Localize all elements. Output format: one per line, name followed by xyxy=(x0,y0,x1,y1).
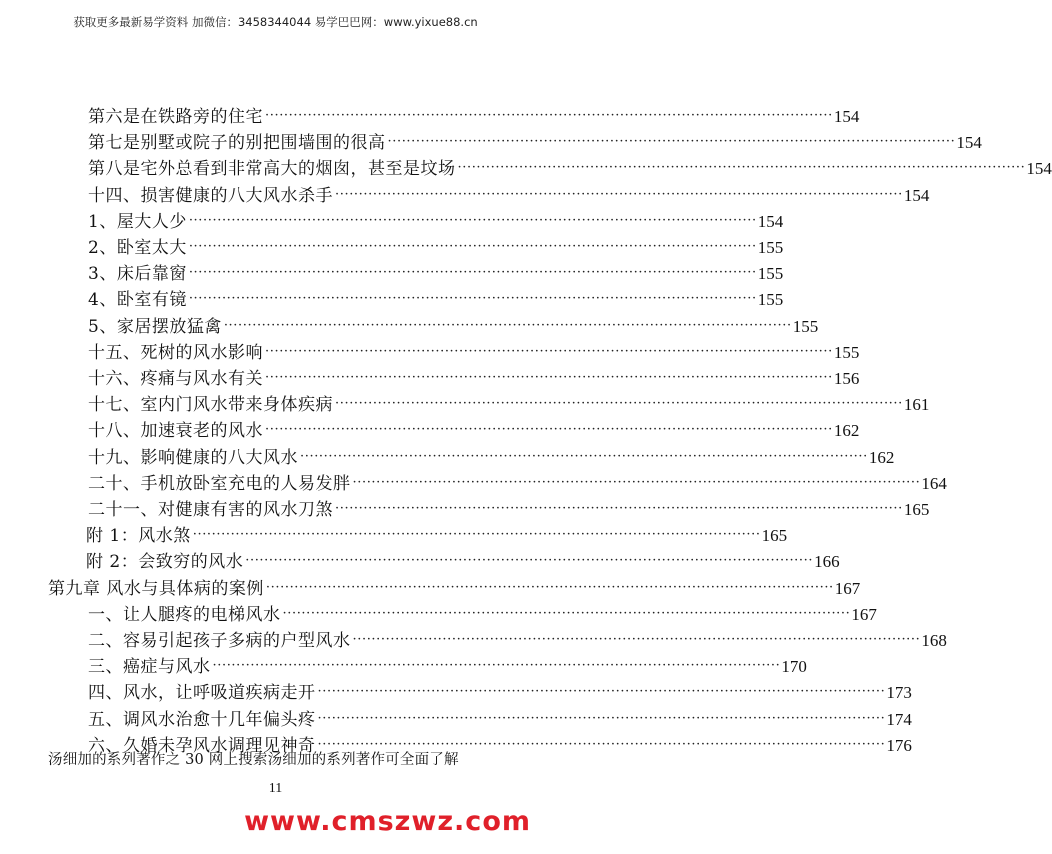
dot-leader: ························································································································ xyxy=(265,370,833,385)
toc-entry-page: 162 xyxy=(868,447,895,467)
toc-entry-page: 174 xyxy=(886,709,912,729)
toc-entry xyxy=(88,705,912,731)
dot-leader: ························································································································ xyxy=(265,343,833,359)
dot-leader: ························································································································ xyxy=(352,632,921,647)
dot-leader: ························································································································ xyxy=(212,658,781,674)
toc-entry-page: 170 xyxy=(781,657,807,677)
series-note: 汤细加的系列著作之 30 网上搜索汤细加的系列著作可全面了解 xyxy=(48,752,459,768)
toc-entry-title: 十八、加速衰老的风水 xyxy=(88,421,263,442)
dot-leader: ························································································································ xyxy=(223,317,792,333)
dot-leader: ························································································································ xyxy=(387,134,956,150)
dot-leader: ························································································································ xyxy=(335,501,903,516)
toc-entry-page: 154 xyxy=(757,211,784,231)
dot-leader: ························································································································ xyxy=(335,186,903,202)
toc-entry-page: 154 xyxy=(903,185,930,205)
dot-leader: ························································································································ xyxy=(317,710,886,726)
toc-entry-title: 第九章 风水与具体病的案例 xyxy=(48,578,264,599)
toc-entry xyxy=(88,652,807,678)
toc-entry xyxy=(88,233,784,259)
toc-entry-page: 155 xyxy=(757,290,784,310)
toc-entry-page: 155 xyxy=(833,342,860,362)
toc-entry-title: 附 1：风水煞 xyxy=(86,526,191,547)
toc-entry-page: 165 xyxy=(761,526,788,546)
toc-entry xyxy=(88,102,860,128)
toc-entry-page: 154 xyxy=(956,133,982,153)
toc-entry-page: 168 xyxy=(921,631,947,650)
toc-entry-title: 3、床后靠窗 xyxy=(88,264,187,285)
toc-entry-title: 第八是宅外总看到非常高大的烟囱，甚至是坟场 xyxy=(88,159,456,180)
dot-leader: ························································································································ xyxy=(188,212,757,228)
dot-leader: ························································································································ xyxy=(335,396,903,412)
toc-entry-page: 173 xyxy=(886,683,912,703)
dot-leader: ························································································································ xyxy=(188,265,757,281)
toc-entry-page: 154 xyxy=(833,107,860,126)
toc-entry-title: 第七是别墅或院子的别把围墙围的很高 xyxy=(88,133,386,154)
toc-entry xyxy=(88,312,819,338)
dot-leader: ························································································································ xyxy=(188,291,757,307)
toc-entry xyxy=(88,416,860,442)
toc-entry xyxy=(88,390,930,416)
toc-entry xyxy=(88,154,1052,180)
toc-entry xyxy=(86,521,788,547)
toc-entry-page: 155 xyxy=(757,238,784,257)
toc-entry-title: 5、家居摆放猛禽 xyxy=(88,316,222,337)
toc-entry-page: 167 xyxy=(851,604,877,624)
toc-entry-title: 第六是在铁路旁的住宅 xyxy=(88,107,263,127)
toc-entry xyxy=(88,626,947,652)
toc-entry-page: 166 xyxy=(814,552,840,572)
toc-entry-title: 六、久婚未孕风水调理见神奇 xyxy=(88,735,316,756)
toc-entry-page: 156 xyxy=(833,369,860,388)
dot-leader: ························································································································ xyxy=(188,239,757,254)
toc-entry-title: 五、调风水治愈十几年偏头疼 xyxy=(88,709,316,730)
toc-entry-title: 十七、室内门风水带来身体疾病 xyxy=(88,395,333,416)
toc-entry-title: 十九、影响健康的八大风水 xyxy=(88,447,298,468)
toc-entry xyxy=(88,678,912,704)
toc-entry-title: 二、容易引起孩子多病的户型风水 xyxy=(88,631,351,651)
toc-entry-page: 164 xyxy=(921,473,947,493)
dot-leader: ························································································································ xyxy=(317,684,886,700)
toc-entry xyxy=(88,207,784,233)
toc-entry-page: 176 xyxy=(886,735,912,755)
dot-leader: ························································································································ xyxy=(265,579,834,595)
toc-entry-page: 161 xyxy=(903,395,930,415)
toc-entry-title: 十四、损害健康的八大风水杀手 xyxy=(88,185,333,206)
toc-entry xyxy=(88,338,860,364)
toc-entry xyxy=(48,574,861,600)
dot-leader: ························································································································ xyxy=(265,422,833,438)
toc-entry xyxy=(88,181,930,207)
toc-entry-page: 162 xyxy=(833,421,860,441)
toc-entry-page: 167 xyxy=(834,578,861,598)
toc-entry-title: 三、癌症与风水 xyxy=(88,657,211,678)
toc-entry-title: 1、屋大人少 xyxy=(88,211,187,232)
toc-entry-title: 十六、疼痛与风水有关 xyxy=(88,369,263,389)
toc-entry-title: 四、风水，让呼吸道疾病走开 xyxy=(88,683,316,704)
toc-entry xyxy=(88,600,877,626)
watermark-logo: www.cmszwz.com xyxy=(244,806,531,837)
dot-leader: ························································································································ xyxy=(457,160,1026,176)
toc-entry-page: 155 xyxy=(757,264,784,284)
toc-entry-title: 一、让人腿疼的电梯风水 xyxy=(88,604,281,625)
dot-leader: ························································································································ xyxy=(352,474,921,490)
toc-entry-page: 165 xyxy=(903,500,930,519)
page-number: 11 xyxy=(268,781,283,796)
toc-entry-title: 二十一、对健康有害的风水刀煞 xyxy=(88,500,333,520)
dot-leader: ························································································································ xyxy=(282,605,851,621)
toc-entry-page: 155 xyxy=(792,316,819,336)
toc-entry-title: 4、卧室有镜 xyxy=(88,290,187,311)
toc-entry-page: 154 xyxy=(1026,159,1052,179)
dot-leader: ························································································································ xyxy=(317,736,886,752)
toc-entry-title: 二十、手机放卧室充电的人易发胖 xyxy=(88,473,351,494)
dot-leader: ························································································································ xyxy=(300,448,868,464)
dot-leader: ························································································································ xyxy=(265,108,833,123)
toc-entry-title: 十五、死树的风水影响 xyxy=(88,342,263,363)
toc-entry xyxy=(86,547,840,573)
toc-entry xyxy=(88,495,930,521)
toc-entry-title: 附 2：会致穷的风水 xyxy=(86,552,244,573)
toc-entry-title: 2、卧室太大 xyxy=(88,238,187,258)
toc-entry xyxy=(88,128,982,154)
toc-entry xyxy=(88,259,784,285)
toc-entry xyxy=(88,469,947,495)
toc-entry xyxy=(88,285,784,311)
page-header-ad: 获取更多最新易学资料 加微信：3458344044 易学巴巴网：www.yixue88.cn xyxy=(73,15,478,29)
toc-entry xyxy=(88,443,895,469)
dot-leader: ························································································································ xyxy=(192,527,761,543)
toc-entry xyxy=(88,364,860,390)
dot-leader: ························································································································ xyxy=(245,553,814,569)
